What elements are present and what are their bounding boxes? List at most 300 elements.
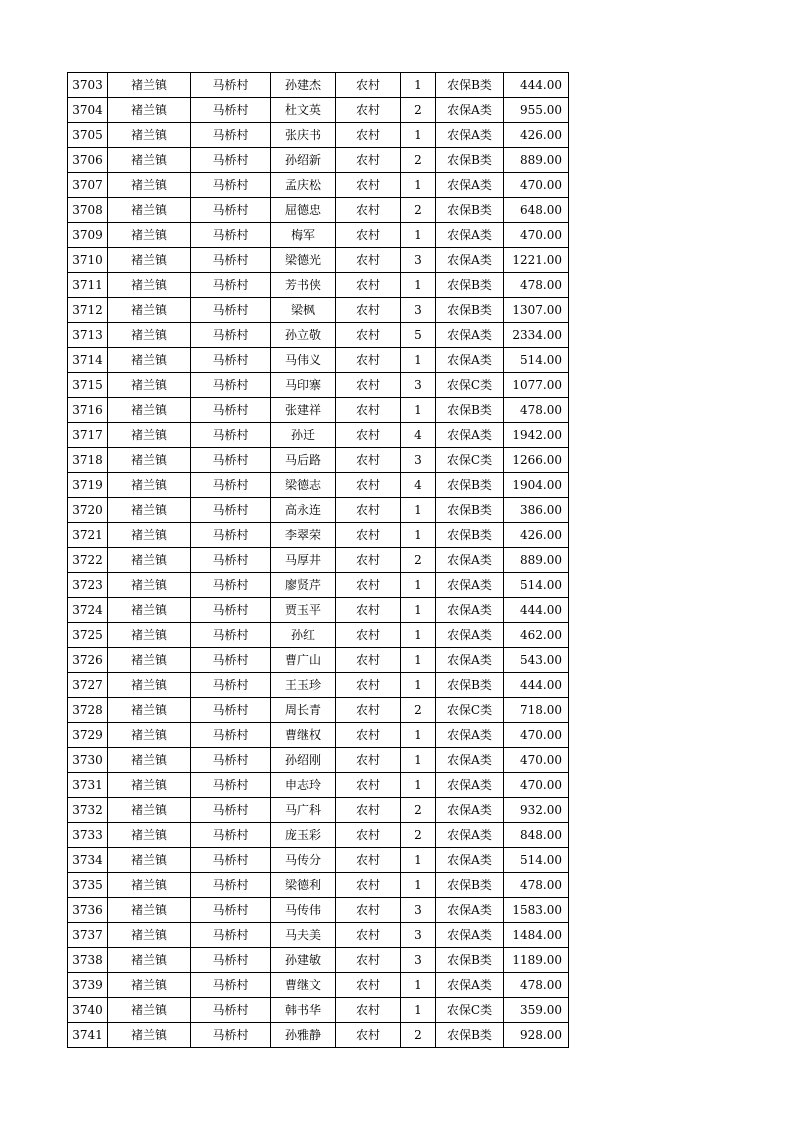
count-cell: 3 [401,298,436,323]
name-cell: 马传伟 [271,898,336,923]
type-cell: 农村 [336,373,401,398]
town-cell: 褚兰镇 [108,548,191,573]
village-cell: 马桥村 [191,448,271,473]
type-cell: 农村 [336,723,401,748]
amount-cell: 426.00 [504,523,569,548]
amount-cell: 514.00 [504,348,569,373]
name-cell: 孙迁 [271,423,336,448]
table-row [68,423,569,448]
table-row [68,848,569,873]
category-cell: 农保C类 [436,373,504,398]
type-cell: 农村 [336,248,401,273]
amount-cell: 359.00 [504,998,569,1023]
category-cell: 农保B类 [436,673,504,698]
name-cell: 曹继文 [271,973,336,998]
amount-cell: 514.00 [504,573,569,598]
count-cell: 3 [401,898,436,923]
category-cell: 农保A类 [436,973,504,998]
amount-cell: 386.00 [504,498,569,523]
category-cell: 农保A类 [436,123,504,148]
village-cell: 马桥村 [191,848,271,873]
row-number-cell: 3712 [68,298,108,323]
village-cell: 马桥村 [191,723,271,748]
type-cell: 农村 [336,523,401,548]
row-number-cell: 3716 [68,398,108,423]
row-number-cell: 3703 [68,73,108,98]
amount-cell: 426.00 [504,123,569,148]
row-number-cell: 3721 [68,523,108,548]
village-cell: 马桥村 [191,523,271,548]
category-cell: 农保B类 [436,198,504,223]
name-cell: 马广科 [271,798,336,823]
type-cell: 农村 [336,398,401,423]
amount-cell: 932.00 [504,798,569,823]
table-row [68,898,569,923]
count-cell: 1 [401,523,436,548]
town-cell: 褚兰镇 [108,398,191,423]
type-cell: 农村 [336,923,401,948]
category-cell: 农保A类 [436,623,504,648]
count-cell: 1 [401,123,436,148]
row-number-cell: 3722 [68,548,108,573]
row-number-cell: 3735 [68,873,108,898]
category-cell: 农保A类 [436,423,504,448]
name-cell: 孙红 [271,623,336,648]
category-cell: 农保A类 [436,323,504,348]
amount-cell: 1266.00 [504,448,569,473]
category-cell: 农保A类 [436,223,504,248]
name-cell: 孙绍刚 [271,748,336,773]
category-cell: 农保A类 [436,773,504,798]
row-number-cell: 3710 [68,248,108,273]
count-cell: 4 [401,423,436,448]
town-cell: 褚兰镇 [108,723,191,748]
town-cell: 褚兰镇 [108,748,191,773]
village-cell: 马桥村 [191,898,271,923]
category-cell: 农保A类 [436,573,504,598]
town-cell: 褚兰镇 [108,173,191,198]
type-cell: 农村 [336,673,401,698]
table-row [68,448,569,473]
category-cell: 农保A类 [436,98,504,123]
town-cell: 褚兰镇 [108,123,191,148]
category-cell: 农保A类 [436,248,504,273]
row-number-cell: 3732 [68,798,108,823]
category-cell: 农保A类 [436,648,504,673]
table-row [68,123,569,148]
count-cell: 5 [401,323,436,348]
town-cell: 褚兰镇 [108,823,191,848]
amount-cell: 444.00 [504,598,569,623]
type-cell: 农村 [336,848,401,873]
type-cell: 农村 [336,73,401,98]
row-number-cell: 3740 [68,998,108,1023]
village-cell: 马桥村 [191,98,271,123]
type-cell: 农村 [336,798,401,823]
town-cell: 褚兰镇 [108,598,191,623]
type-cell: 农村 [336,873,401,898]
table-row [68,723,569,748]
amount-cell: 462.00 [504,623,569,648]
name-cell: 贾玉平 [271,598,336,623]
name-cell: 马传分 [271,848,336,873]
village-cell: 马桥村 [191,498,271,523]
row-number-cell: 3727 [68,673,108,698]
table-row [68,373,569,398]
amount-cell: 2334.00 [504,323,569,348]
town-cell: 褚兰镇 [108,273,191,298]
category-cell: 农保B类 [436,523,504,548]
type-cell: 农村 [336,948,401,973]
category-cell: 农保B类 [436,148,504,173]
row-number-cell: 3705 [68,123,108,148]
town-cell: 褚兰镇 [108,798,191,823]
name-cell: 马伟义 [271,348,336,373]
name-cell: 梅军 [271,223,336,248]
table-row [68,948,569,973]
name-cell: 曹广山 [271,648,336,673]
count-cell: 3 [401,948,436,973]
name-cell: 李翠荣 [271,523,336,548]
type-cell: 农村 [336,698,401,723]
row-number-cell: 3713 [68,323,108,348]
name-cell: 高永连 [271,498,336,523]
amount-cell: 1307.00 [504,298,569,323]
town-cell: 褚兰镇 [108,248,191,273]
name-cell: 孙绍新 [271,148,336,173]
row-number-cell: 3731 [68,773,108,798]
category-cell: 农保B类 [436,298,504,323]
name-cell: 杜文英 [271,98,336,123]
village-cell: 马桥村 [191,598,271,623]
row-number-cell: 3707 [68,173,108,198]
name-cell: 韩书华 [271,998,336,1023]
village-cell: 马桥村 [191,948,271,973]
category-cell: 农保C类 [436,448,504,473]
table-row [68,498,569,523]
count-cell: 1 [401,623,436,648]
table-row [68,98,569,123]
type-cell: 农村 [336,648,401,673]
count-cell: 1 [401,648,436,673]
name-cell: 屈德忠 [271,198,336,223]
count-cell: 1 [401,673,436,698]
category-cell: 农保B类 [436,873,504,898]
type-cell: 农村 [336,473,401,498]
town-cell: 褚兰镇 [108,898,191,923]
count-cell: 1 [401,273,436,298]
table-row [68,673,569,698]
row-number-cell: 3723 [68,573,108,598]
village-cell: 马桥村 [191,748,271,773]
type-cell: 农村 [336,423,401,448]
row-number-cell: 3728 [68,698,108,723]
table-row [68,698,569,723]
count-cell: 2 [401,1023,436,1048]
row-number-cell: 3733 [68,823,108,848]
count-cell: 1 [401,773,436,798]
type-cell: 农村 [336,173,401,198]
row-number-cell: 3736 [68,898,108,923]
amount-cell: 1189.00 [504,948,569,973]
village-cell: 马桥村 [191,198,271,223]
town-cell: 褚兰镇 [108,348,191,373]
name-cell: 马夫美 [271,923,336,948]
table-row [68,198,569,223]
village-cell: 马桥村 [191,923,271,948]
count-cell: 1 [401,998,436,1023]
village-cell: 马桥村 [191,1023,271,1048]
town-cell: 褚兰镇 [108,848,191,873]
town-cell: 褚兰镇 [108,923,191,948]
table-row [68,598,569,623]
type-cell: 农村 [336,323,401,348]
amount-cell: 478.00 [504,398,569,423]
row-number-cell: 3709 [68,223,108,248]
row-number-cell: 3714 [68,348,108,373]
type-cell: 农村 [336,123,401,148]
type-cell: 农村 [336,198,401,223]
name-cell: 孟庆松 [271,173,336,198]
village-cell: 马桥村 [191,873,271,898]
table-body [68,73,569,1048]
table-row [68,1023,569,1048]
village-cell: 马桥村 [191,348,271,373]
name-cell: 张建祥 [271,398,336,423]
table-row [68,398,569,423]
name-cell: 周长青 [271,698,336,723]
village-cell: 马桥村 [191,698,271,723]
type-cell: 农村 [336,223,401,248]
table-row [68,648,569,673]
amount-cell: 478.00 [504,873,569,898]
count-cell: 3 [401,248,436,273]
name-cell: 廖贤芹 [271,573,336,598]
town-cell: 褚兰镇 [108,673,191,698]
town-cell: 褚兰镇 [108,998,191,1023]
town-cell: 褚兰镇 [108,223,191,248]
category-cell: 农保A类 [436,823,504,848]
category-cell: 农保A类 [436,548,504,573]
name-cell: 马后路 [271,448,336,473]
row-number-cell: 3711 [68,273,108,298]
category-cell: 农保A类 [436,848,504,873]
category-cell: 农保A类 [436,798,504,823]
amount-cell: 470.00 [504,748,569,773]
name-cell: 梁德光 [271,248,336,273]
category-cell: 农保A类 [436,348,504,373]
town-cell: 褚兰镇 [108,473,191,498]
town-cell: 褚兰镇 [108,148,191,173]
amount-cell: 718.00 [504,698,569,723]
type-cell: 农村 [336,598,401,623]
row-number-cell: 3717 [68,423,108,448]
town-cell: 褚兰镇 [108,873,191,898]
name-cell: 梁枫 [271,298,336,323]
type-cell: 农村 [336,748,401,773]
table-row [68,523,569,548]
count-cell: 1 [401,73,436,98]
name-cell: 芳书侠 [271,273,336,298]
village-cell: 马桥村 [191,273,271,298]
town-cell: 褚兰镇 [108,648,191,673]
type-cell: 农村 [336,973,401,998]
row-number-cell: 3715 [68,373,108,398]
count-cell: 1 [401,223,436,248]
row-number-cell: 3720 [68,498,108,523]
table-row [68,798,569,823]
village-cell: 马桥村 [191,173,271,198]
row-number-cell: 3726 [68,648,108,673]
data-table [67,72,569,1048]
category-cell: 农保A类 [436,598,504,623]
table-row [68,923,569,948]
row-number-cell: 3738 [68,948,108,973]
category-cell: 农保A类 [436,923,504,948]
type-cell: 农村 [336,773,401,798]
type-cell: 农村 [336,298,401,323]
category-cell: 农保B类 [436,473,504,498]
count-cell: 1 [401,173,436,198]
town-cell: 褚兰镇 [108,573,191,598]
amount-cell: 543.00 [504,648,569,673]
type-cell: 农村 [336,148,401,173]
category-cell: 农保C类 [436,998,504,1023]
village-cell: 马桥村 [191,648,271,673]
town-cell: 褚兰镇 [108,448,191,473]
village-cell: 马桥村 [191,798,271,823]
type-cell: 农村 [336,548,401,573]
amount-cell: 478.00 [504,273,569,298]
count-cell: 1 [401,973,436,998]
row-number-cell: 3739 [68,973,108,998]
table-row [68,623,569,648]
count-cell: 1 [401,573,436,598]
town-cell: 褚兰镇 [108,298,191,323]
count-cell: 1 [401,598,436,623]
town-cell: 褚兰镇 [108,198,191,223]
name-cell: 王玉珍 [271,673,336,698]
town-cell: 褚兰镇 [108,973,191,998]
town-cell: 褚兰镇 [108,1023,191,1048]
village-cell: 马桥村 [191,398,271,423]
table-row [68,973,569,998]
count-cell: 1 [401,873,436,898]
type-cell: 农村 [336,348,401,373]
town-cell: 褚兰镇 [108,498,191,523]
count-cell: 2 [401,798,436,823]
count-cell: 1 [401,848,436,873]
table-row [68,823,569,848]
amount-cell: 470.00 [504,773,569,798]
amount-cell: 444.00 [504,73,569,98]
table-row [68,748,569,773]
name-cell: 申志玲 [271,773,336,798]
village-cell: 马桥村 [191,123,271,148]
village-cell: 马桥村 [191,773,271,798]
row-number-cell: 3719 [68,473,108,498]
table-row [68,223,569,248]
count-cell: 2 [401,698,436,723]
count-cell: 1 [401,748,436,773]
table-row [68,298,569,323]
name-cell: 梁德志 [271,473,336,498]
amount-cell: 1583.00 [504,898,569,923]
row-number-cell: 3704 [68,98,108,123]
name-cell: 马厚井 [271,548,336,573]
type-cell: 农村 [336,448,401,473]
count-cell: 1 [401,348,436,373]
category-cell: 农保A类 [436,748,504,773]
amount-cell: 955.00 [504,98,569,123]
amount-cell: 470.00 [504,723,569,748]
count-cell: 1 [401,723,436,748]
row-number-cell: 3725 [68,623,108,648]
table-row [68,573,569,598]
table-row [68,323,569,348]
village-cell: 马桥村 [191,548,271,573]
type-cell: 农村 [336,98,401,123]
category-cell: 农保A类 [436,723,504,748]
table-row [68,773,569,798]
category-cell: 农保B类 [436,948,504,973]
table-row [68,998,569,1023]
count-cell: 3 [401,448,436,473]
village-cell: 马桥村 [191,673,271,698]
town-cell: 褚兰镇 [108,698,191,723]
type-cell: 农村 [336,573,401,598]
row-number-cell: 3734 [68,848,108,873]
table-row [68,148,569,173]
amount-cell: 1221.00 [504,248,569,273]
village-cell: 马桥村 [191,998,271,1023]
amount-cell: 889.00 [504,548,569,573]
table-row [68,173,569,198]
town-cell: 褚兰镇 [108,623,191,648]
row-number-cell: 3706 [68,148,108,173]
row-number-cell: 3730 [68,748,108,773]
town-cell: 褚兰镇 [108,423,191,448]
name-cell: 庞玉彩 [271,823,336,848]
type-cell: 农村 [336,498,401,523]
row-number-cell: 3708 [68,198,108,223]
name-cell: 马印寨 [271,373,336,398]
town-cell: 褚兰镇 [108,73,191,98]
table-row [68,873,569,898]
village-cell: 马桥村 [191,573,271,598]
town-cell: 褚兰镇 [108,948,191,973]
table-row [68,73,569,98]
village-cell: 马桥村 [191,423,271,448]
amount-cell: 928.00 [504,1023,569,1048]
village-cell: 马桥村 [191,323,271,348]
town-cell: 褚兰镇 [108,773,191,798]
table-row [68,548,569,573]
category-cell: 农保B类 [436,398,504,423]
row-number-cell: 3741 [68,1023,108,1048]
category-cell: 农保B类 [436,73,504,98]
village-cell: 马桥村 [191,623,271,648]
amount-cell: 648.00 [504,198,569,223]
amount-cell: 1484.00 [504,923,569,948]
count-cell: 1 [401,398,436,423]
count-cell: 2 [401,198,436,223]
category-cell: 农保A类 [436,898,504,923]
amount-cell: 470.00 [504,173,569,198]
count-cell: 3 [401,373,436,398]
village-cell: 马桥村 [191,223,271,248]
name-cell: 张庆书 [271,123,336,148]
